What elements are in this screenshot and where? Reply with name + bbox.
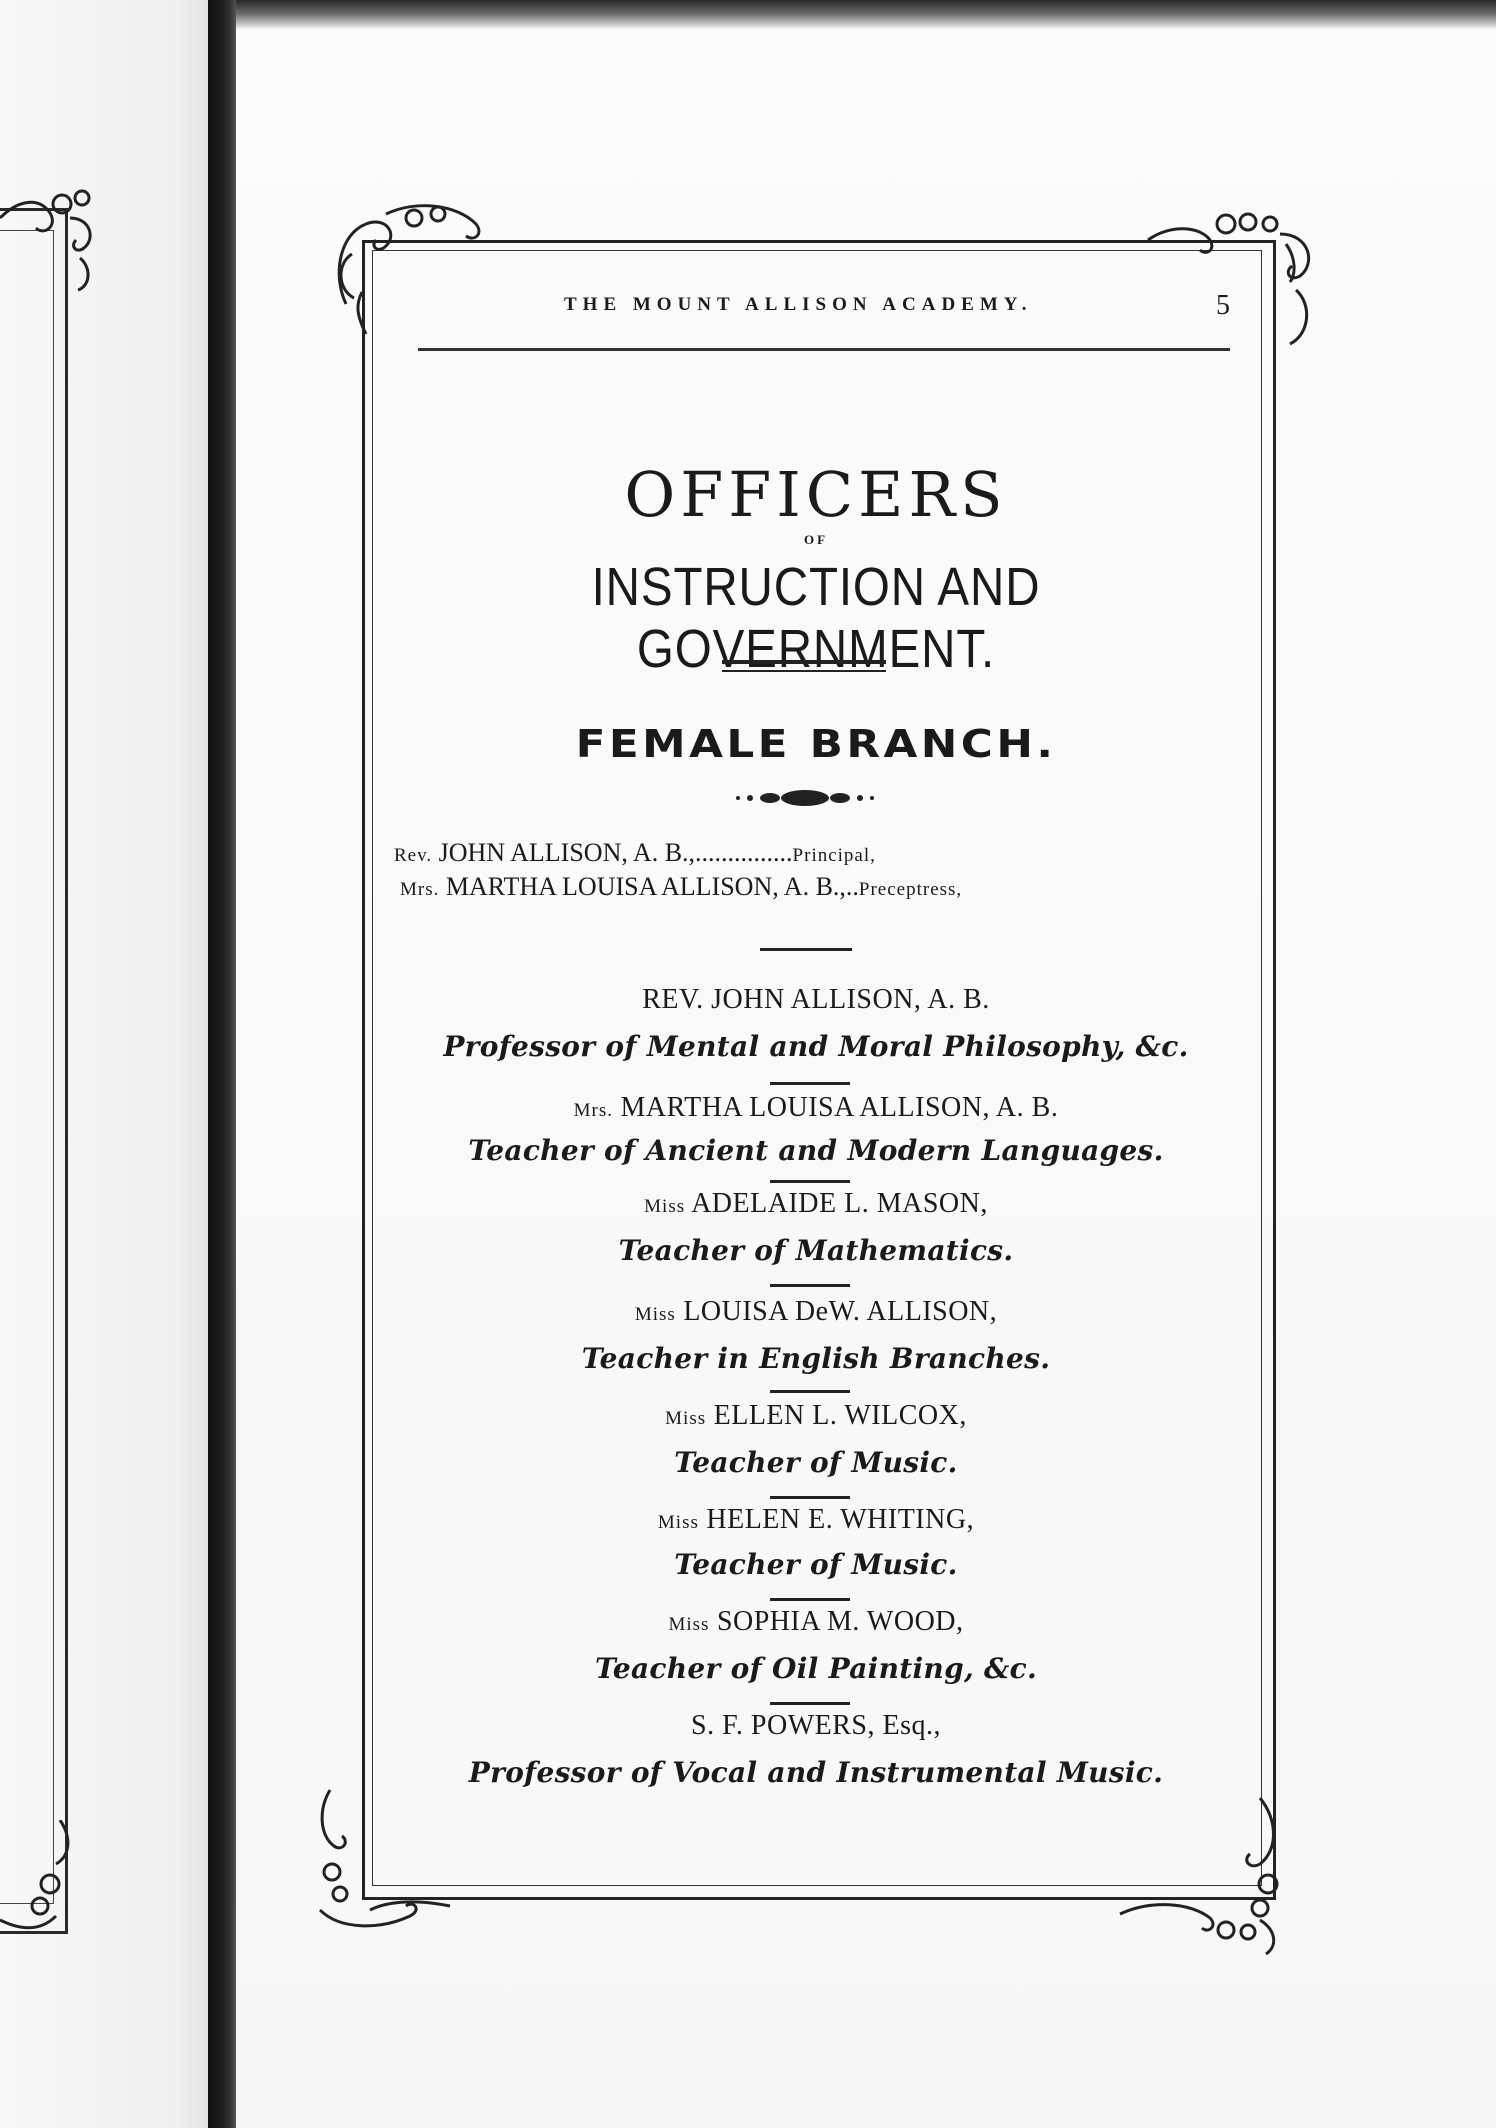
heading-officers: OFFICERS xyxy=(624,458,1008,531)
left-page xyxy=(0,0,208,2128)
faculty-role: Teacher of Ancient and Modern Languages. xyxy=(468,1134,1164,1167)
faculty-name: REV. JOHN ALLISON, A. B. xyxy=(642,984,990,1015)
faculty-separator xyxy=(770,1284,850,1287)
heading-of: OF xyxy=(803,532,829,547)
double-rule-bottom xyxy=(722,670,886,672)
section-rule xyxy=(760,948,852,951)
preceptress-title: Preceptress, xyxy=(858,879,963,900)
double-rule-top xyxy=(722,660,886,664)
top-right-ornament-icon xyxy=(1140,204,1320,364)
left-corner-ornament-icon xyxy=(0,178,100,298)
faculty-separator xyxy=(770,1390,850,1393)
leader-dots: ............... xyxy=(695,838,793,867)
faculty-name: Mrs. MARTHA LOUISA ALLISON, A. B. xyxy=(573,1092,1059,1123)
faculty-name: Miss ELLEN L. WILCOX, xyxy=(665,1400,967,1431)
faculty-separator xyxy=(770,1496,850,1499)
running-head xyxy=(420,290,1242,330)
faculty-separator xyxy=(770,1702,850,1705)
page-top-shadow xyxy=(236,0,1496,30)
principal-line xyxy=(394,838,876,868)
bottom-right-ornament-icon xyxy=(1110,1790,1290,1960)
left-bottom-ornament-icon xyxy=(0,1820,100,1940)
faculty-role: Teacher of Music. xyxy=(674,1446,958,1479)
leader-dots: .. xyxy=(845,872,859,901)
principal-prefix: Rev. xyxy=(394,845,433,866)
faculty-role: Teacher of Oil Painting, &c. xyxy=(594,1652,1038,1685)
preceptress-prefix: Mrs. xyxy=(400,879,440,900)
heading-instruction: INSTRUCTION AND GOVERNMENT. xyxy=(591,557,1041,679)
preceptress-name: MARTHA LOUISA ALLISON, A. B., xyxy=(439,872,846,901)
left-page-inner-frame xyxy=(0,230,54,1904)
faculty-name: Miss ADELAIDE L. MASON, xyxy=(644,1188,988,1219)
flourish-ornament-icon xyxy=(730,784,880,814)
faculty-role: Professor of Vocal and Instrumental Music. xyxy=(468,1756,1164,1789)
faculty-separator xyxy=(770,1598,850,1601)
header-rule xyxy=(418,348,1230,351)
running-title: THE MOUNT ALLISON ACADEMY. xyxy=(564,294,1033,315)
faculty-name: Miss LOUISA DeW. ALLISON, xyxy=(634,1296,998,1327)
faculty-name: Miss SOPHIA M. WOOD, xyxy=(668,1606,964,1637)
preceptress-line xyxy=(400,872,962,902)
faculty-separator xyxy=(770,1082,850,1085)
faculty-name: Miss HELEN E. WHITING, xyxy=(657,1504,975,1535)
page-number: 5 xyxy=(1216,290,1230,321)
principal-title: Principal, xyxy=(792,845,876,866)
faculty-separator xyxy=(770,1180,850,1183)
faculty-role: Professor of Mental and Moral Philosophy, &c. xyxy=(443,1030,1189,1063)
principal-name: JOHN ALLISON, A. B., xyxy=(432,838,696,867)
bottom-left-ornament-icon xyxy=(310,1780,470,1940)
faculty-role: Teacher of Music. xyxy=(674,1548,958,1581)
branch-title: FEMALE BRANCH. xyxy=(575,722,1057,766)
faculty-role: Teacher of Mathematics. xyxy=(618,1234,1014,1267)
faculty-role: Teacher in English Branches. xyxy=(581,1342,1051,1375)
faculty-name: S. F. POWERS, Esq., xyxy=(691,1710,941,1741)
book-gutter xyxy=(208,0,236,2128)
